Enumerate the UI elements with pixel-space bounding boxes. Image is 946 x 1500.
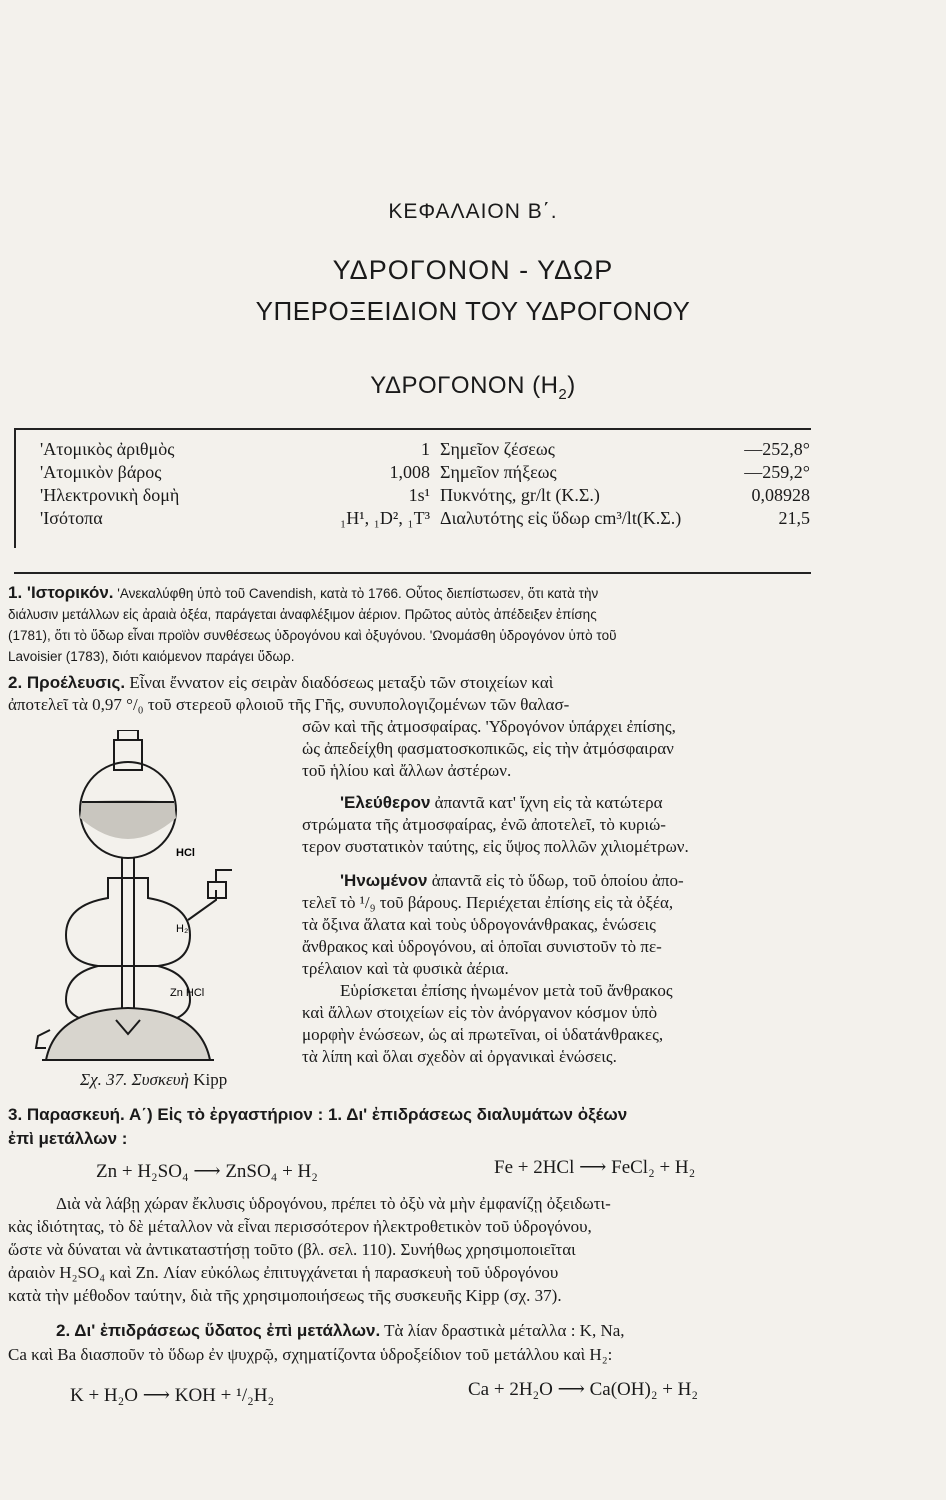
figure-caption <box>80 1070 227 1090</box>
preparation-heading-line-2: ἐπὶ μετάλλων : <box>8 1129 128 1148</box>
property-row <box>40 438 430 461</box>
properties-table <box>14 428 811 574</box>
origin-line-1 <box>8 672 823 694</box>
combined-text: ἀπαντᾶ εἰς τὸ ὕδωρ, τοῦ ὁποίου ἀπο- <box>431 871 684 890</box>
properties-left-column <box>40 438 430 530</box>
property-label: Σημεῖον ζέσεως <box>440 439 555 459</box>
origin-line-2: ἀποτελεῖ τὰ 0,97 °/₀ τοῦ στερεοῦ φλοιοῦ τῆς Γῆς, συνυπολογιζομένων τῶν θαλασ- <box>8 695 570 714</box>
top-bulb-liquid <box>80 800 176 839</box>
history-line-2: διάλυσιν μετάλλων εἰς ἀραιὰ ὀξέα, παράγεται ἀναφλέξιμον ἀέριον. Πρῶτος αὐτὸς ἀπέδειξεν ἐπίσης <box>8 607 597 622</box>
property-row <box>440 461 810 484</box>
combined-heading: 'Ηνωμένον <box>340 871 428 890</box>
combined-line: μορφὴν ἑνώσεων, ὡς αἱ πρωτεῖναι, οἱ ὑδατάνθρακες, <box>302 1025 664 1044</box>
origin-side-text <box>302 716 822 782</box>
free-heading: 'Ελεύθερον <box>340 793 431 812</box>
history-line-4: Lavoisier (1783), διότι καιόμενον παράγει ὕδωρ. <box>8 649 295 664</box>
property-value: —252,8° <box>744 439 810 459</box>
equation-zn: Zn + H₂SO₄ ⟶ ZnSO₄ + H₂ <box>96 1161 318 1182</box>
origin-text: Εἶναι ἔννατον εἰς σειρὰν διαδόσεως μεταξὺ τῶν στοιχείων καὶ <box>129 673 554 692</box>
preparation-heading-line <box>8 1104 828 1126</box>
property-value: 1 <box>421 439 430 459</box>
property-row <box>440 438 810 461</box>
water-method-line-1 <box>8 1320 828 1342</box>
property-row <box>40 484 430 507</box>
kipp-apparatus-figure <box>26 730 276 1070</box>
property-value: 0,08928 <box>751 485 810 505</box>
side-outlet-tube <box>188 890 216 920</box>
property-value: 21,5 <box>778 508 810 528</box>
property-value: 1s¹ <box>408 485 430 505</box>
property-value: —259,2° <box>744 462 810 482</box>
origin-heading: 2. Προέλευσις. <box>8 673 126 692</box>
properties-right-column <box>440 438 810 530</box>
history-heading: 1. 'Ιστορικόν. <box>8 583 114 602</box>
property-label: Πυκνότης, gr/lt (Κ.Σ.) <box>440 485 600 505</box>
free-line: στρώματα τῆς ἀτμοσφαίρας, ἐνῶ ἀποτελεῖ, τὸ κυριώ- <box>302 815 666 834</box>
water-method-line-2: Ca καὶ Ba διασποῦν τὸ ὕδωρ ἐν ψυχρῷ, σχηματίζοντα ὑδροξείδιον τοῦ μετάλλου καὶ H₂: <box>8 1345 613 1364</box>
chapter-heading: ΚΕΦΑΛΑΙΟΝ Β΄. <box>388 200 558 223</box>
origin-side-line: ὡς ἀπεδείχθη φασματοσκοπικῶς, εἰς τὴν ἀτμόσφαιραν <box>302 739 674 758</box>
caption-prefix: Σχ. 37. <box>80 1070 128 1089</box>
combined-line: τὰ ὄξινα ἅλατα καὶ τοὺς ὑδρογονάνθρακας, ἑνώσεις <box>302 915 656 934</box>
property-label: 'Ατομικὸν βάρος <box>40 462 162 482</box>
free-hydrogen-paragraph <box>302 792 822 858</box>
table-left-rule <box>14 430 16 548</box>
preparation-line: Διὰ νὰ λάβῃ χώραν ἔκλυσις ὑδρογόνου, πρέπει τὸ ὀξὺ νὰ μὴν ἐμφανίζῃ ὀξειδωτι- <box>56 1194 611 1213</box>
history-text: 'Ανεκαλύφθη ὑπὸ τοῦ Cavendish, κατὰ τὸ 1766. Οὗτος διεπίστωσεν, ὅτι κατὰ τὴν <box>117 586 599 601</box>
label-hcl-top: HCl <box>176 847 195 859</box>
middle-bulb <box>66 878 190 966</box>
combined-line: ἄνθρακος καὶ ὑδρογόνου, αἱ ὁποῖαι συνιστοῦν τὸ πε- <box>302 937 662 956</box>
caption-text: Συσκευὴ <box>131 1070 189 1089</box>
top-neck <box>118 730 138 740</box>
property-label: 'Ηλεκτρονικὴ δομὴ <box>40 485 180 505</box>
equation-k: K + H₂O ⟶ KOH + ¹/₂H₂ <box>70 1385 275 1406</box>
free-line: τερον συστατικὸν ταύτης, εἰς ὕψος πολλῶν χιλιομέτρων. <box>302 837 689 856</box>
stopcock-handle <box>216 870 232 882</box>
property-row <box>40 507 430 530</box>
property-label: Διαλυτότης εἰς ὕδωρ cm³/lt(Κ.Σ.) <box>440 508 682 528</box>
origin-side-line: τοῦ ἡλίου καὶ ἄλλων ἀστέρων. <box>302 761 512 780</box>
preparation-line: ὥστε νὰ δύναται νὰ ἀντικαταστήσῃ τοῦτο (βλ. σελ. 110). Συνήθως χρησιμοποιεῖται <box>8 1240 576 1259</box>
combined-line-1 <box>302 870 822 892</box>
free-text: ἀπαντᾶ κατ' ἴχνη εἰς τὰ κατώτερα <box>434 793 663 812</box>
preparation-line: ἀραιὸν H₂SO₄ καὶ Zn. Λίαν εὐκόλως ἐπιτυγχάνεται ἡ παρασκευὴ τοῦ ὑδρογόνου <box>8 1263 559 1282</box>
caption-name: Kipp <box>193 1070 228 1089</box>
history-line-1 <box>8 582 823 604</box>
property-label: Σημεῖον πήξεως <box>440 462 557 482</box>
preparation-heading: 3. Παρασκευή. <box>8 1105 125 1124</box>
section-title: ΥΔΡΟΓΟΝΟΝ $(H_2)$ <box>370 372 576 403</box>
water-method-heading: 2. Δι' ἐπιδράσεως ὕδατος ἐπὶ μετάλλων. <box>56 1321 381 1340</box>
preparation-paragraph <box>8 1192 828 1307</box>
origin-side-line: σῶν καὶ τῆς ἀτμοσφαίρας. 'Υδρογόνον ὑπάρχει ἐπίσης, <box>302 717 676 736</box>
property-value: 1,008 <box>389 462 430 482</box>
water-method-text: Τὰ λίαν δραστικὰ μέταλλα : K, Na, <box>384 1321 625 1340</box>
title-line-2: ΥΠΕΡΟΞΕΙΔΙΟΝ ΤΟΥ ΥΔΡΟΓΟΝΟΥ <box>255 296 691 326</box>
top-neck-tube <box>114 740 142 770</box>
property-row <box>440 507 810 530</box>
preparation-line: κὰς ἰδιότητας, τὸ δὲ μέταλλον νὰ εἶναι περισσότερον ἠλεκτροθετικὸν τοῦ ὑδρογόνου, <box>8 1217 592 1236</box>
free-line-1 <box>302 792 822 814</box>
property-label: 'Ατομικὸς ἀριθμὸς <box>40 439 175 459</box>
label-h2: H₂ <box>176 923 189 935</box>
combined-line: Εὑρίσκεται ἐπίσης ἡνωμένον μετὰ τοῦ ἄνθρακος <box>340 981 673 1000</box>
property-row <box>40 461 430 484</box>
equation-fe: Fe + 2HCl ⟶ FeCl₂ + H₂ <box>494 1157 696 1178</box>
combined-line: καὶ ἄλλων στοιχείων εἰς τὸν ἀνόργανον κόσμον ὑπὸ <box>302 1003 658 1022</box>
history-line-3: (1781), ὅτι τὸ ὕδωρ εἶναι προϊὸν συνθέσεως ὑδρογόνου καὶ ὀξυγόνου. 'Ωνομάσθη ὑδρογόνον ὑπὸ τοῦ <box>8 628 617 643</box>
drain-stopper <box>36 1030 50 1048</box>
property-row <box>440 484 810 507</box>
equation-ca: Ca + 2H₂O ⟶ Ca(OH)₂ + H₂ <box>468 1379 699 1400</box>
property-value: ₁H¹, ₁D², ₁T³ <box>339 508 430 528</box>
title-line-1: ΥΔΡΟΓΟΝΟΝ - ΥΔΩΡ <box>332 255 614 285</box>
combined-hydrogen-paragraph <box>302 870 822 1068</box>
combined-line: τὰ λίπη καὶ ὅλαι σχεδὸν αἱ ὀργανικαὶ ἑνώσεις. <box>302 1047 617 1066</box>
preparation-line: κατὰ τὴν μέθοδον ταύτην, διὰ τῆς χρησιμοποιήσεως τῆς συσκευῆς Kipp (σχ. 37). <box>8 1286 562 1305</box>
history-paragraph <box>8 582 823 667</box>
preparation-subheading: Α΄) Εἰς τὸ ἐργαστήριον : 1. Δι' ἐπιδράσεως διαλυμάτων ὀξέων <box>129 1105 628 1124</box>
label-zn-hcl: Zn HCl <box>170 987 205 999</box>
combined-line: τελεῖ τὸ ¹/₉ τοῦ βάρους. Περιέχεται ἐπίσης εἰς τὰ ὀξέα, <box>302 893 674 912</box>
property-label: 'Ισότοπα <box>40 508 103 528</box>
combined-line: τρέλαιον καὶ τὰ φυσικὰ ἀέρια. <box>302 959 509 978</box>
